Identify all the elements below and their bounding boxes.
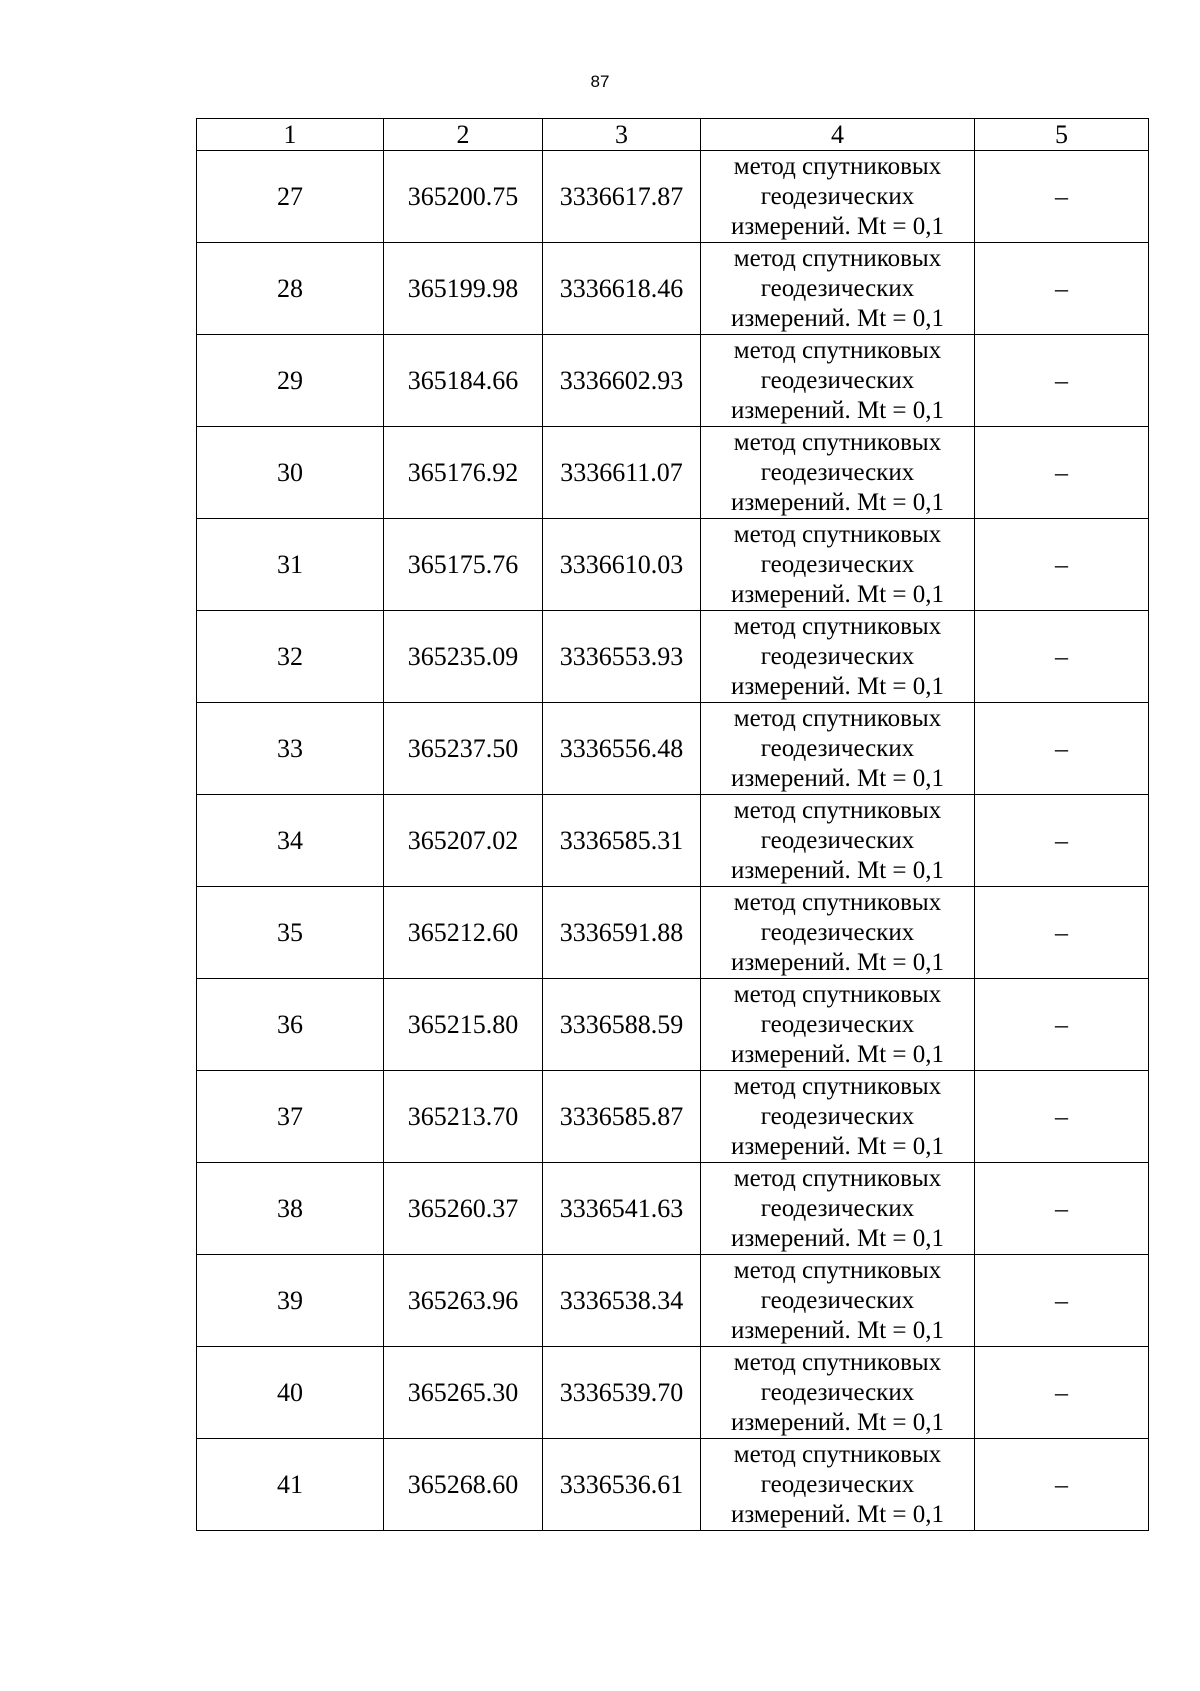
- method-cell: [701, 243, 975, 335]
- coordinate-y-cell: 3336585.31: [543, 795, 701, 887]
- column-header-3: 3: [543, 119, 701, 151]
- method-cell: [701, 335, 975, 427]
- column-header-1: 1: [197, 119, 384, 151]
- method-cell: [701, 795, 975, 887]
- note-cell: –: [975, 611, 1149, 703]
- method-line: метод спутниковых: [733, 336, 942, 364]
- coordinate-x-cell: 365213.70: [384, 1071, 543, 1163]
- coordinate-x-cell: 365212.60: [384, 887, 543, 979]
- method-line: метод спутниковых: [733, 888, 942, 916]
- method-line: геодезических: [760, 274, 915, 302]
- point-number-cell: 29: [197, 335, 384, 427]
- table-row: [197, 795, 1149, 887]
- table-row: [197, 1163, 1149, 1255]
- note-cell: –: [975, 151, 1149, 243]
- point-number-cell: 31: [197, 519, 384, 611]
- method-line: геодезических: [760, 550, 915, 578]
- method-cell: [701, 1439, 975, 1531]
- table-row: [197, 1255, 1149, 1347]
- method-line: измерений. Mt = 0,1: [730, 1040, 945, 1068]
- method-line: метод спутниковых: [733, 980, 942, 1008]
- point-number-cell: 37: [197, 1071, 384, 1163]
- method-line: метод спутниковых: [733, 244, 942, 272]
- method-line: измерений. Mt = 0,1: [730, 764, 945, 792]
- method-line: геодезических: [760, 458, 915, 486]
- note-cell: –: [975, 1439, 1149, 1531]
- table-row: [197, 611, 1149, 703]
- method-line: геодезических: [760, 182, 915, 210]
- point-number-cell: 35: [197, 887, 384, 979]
- method-cell: [701, 427, 975, 519]
- method-line: измерений. Mt = 0,1: [730, 580, 945, 608]
- method-cell: [701, 887, 975, 979]
- table-row: [197, 1439, 1149, 1531]
- method-line: измерений. Mt = 0,1: [730, 1224, 945, 1252]
- coordinate-x-cell: 365237.50: [384, 703, 543, 795]
- method-cell: [701, 611, 975, 703]
- method-line: метод спутниковых: [733, 704, 942, 732]
- table-row: [197, 703, 1149, 795]
- table-row: [197, 243, 1149, 335]
- method-line: метод спутниковых: [733, 1072, 942, 1100]
- method-cell: [701, 519, 975, 611]
- coordinate-y-cell: 3336536.61: [543, 1439, 701, 1531]
- method-line: измерений. Mt = 0,1: [730, 1132, 945, 1160]
- point-number-cell: 27: [197, 151, 384, 243]
- method-line: метод спутниковых: [733, 1256, 942, 1284]
- method-cell: [701, 1347, 975, 1439]
- note-cell: –: [975, 887, 1149, 979]
- page-number: 87: [590, 72, 610, 91]
- column-header-4: 4: [701, 119, 975, 151]
- coordinate-y-cell: 3336539.70: [543, 1347, 701, 1439]
- point-number-cell: 41: [197, 1439, 384, 1531]
- method-line: измерений. Mt = 0,1: [730, 1500, 945, 1528]
- table-header: [197, 119, 1149, 151]
- point-number-cell: 40: [197, 1347, 384, 1439]
- coordinate-x-cell: 365265.30: [384, 1347, 543, 1439]
- note-cell: –: [975, 1347, 1149, 1439]
- coordinate-x-cell: 365207.02: [384, 795, 543, 887]
- method-line: геодезических: [760, 1102, 915, 1130]
- coordinates-table: [196, 118, 1149, 1531]
- note-cell: –: [975, 243, 1149, 335]
- table-row: [197, 887, 1149, 979]
- method-line: метод спутниковых: [733, 1440, 942, 1468]
- column-header-2: 2: [384, 119, 543, 151]
- point-number-cell: 30: [197, 427, 384, 519]
- method-line: геодезических: [760, 1470, 915, 1498]
- point-number-cell: 38: [197, 1163, 384, 1255]
- coordinate-y-cell: 3336553.93: [543, 611, 701, 703]
- coordinate-y-cell: 3336588.59: [543, 979, 701, 1071]
- column-header-5: 5: [975, 119, 1149, 151]
- coordinate-y-cell: 3336541.63: [543, 1163, 701, 1255]
- table-row: [197, 1071, 1149, 1163]
- method-line: метод спутниковых: [733, 612, 942, 640]
- note-cell: –: [975, 1255, 1149, 1347]
- method-cell: [701, 979, 975, 1071]
- method-line: измерений. Mt = 0,1: [730, 304, 945, 332]
- note-cell: –: [975, 427, 1149, 519]
- method-line: измерений. Mt = 0,1: [730, 1316, 945, 1344]
- method-line: измерений. Mt = 0,1: [730, 396, 945, 424]
- coordinate-y-cell: 3336585.87: [543, 1071, 701, 1163]
- coordinate-y-cell: 3336556.48: [543, 703, 701, 795]
- method-cell: [701, 1071, 975, 1163]
- coordinate-x-cell: 365200.75: [384, 151, 543, 243]
- table-row: [197, 427, 1149, 519]
- coordinate-x-cell: 365184.66: [384, 335, 543, 427]
- point-number-cell: 28: [197, 243, 384, 335]
- header-row: [197, 119, 1149, 151]
- point-number-cell: 33: [197, 703, 384, 795]
- coordinate-y-cell: 3336611.07: [543, 427, 701, 519]
- table-row: [197, 979, 1149, 1071]
- method-cell: [701, 1163, 975, 1255]
- method-cell: [701, 151, 975, 243]
- method-line: измерений. Mt = 0,1: [730, 212, 945, 240]
- coordinate-y-cell: 3336617.87: [543, 151, 701, 243]
- note-cell: –: [975, 335, 1149, 427]
- point-number-cell: 34: [197, 795, 384, 887]
- coordinate-y-cell: 3336610.03: [543, 519, 701, 611]
- method-line: геодезических: [760, 1286, 915, 1314]
- method-line: метод спутниковых: [733, 1348, 942, 1376]
- method-line: геодезических: [760, 826, 915, 854]
- coordinate-x-cell: 365199.98: [384, 243, 543, 335]
- coordinate-x-cell: 365263.96: [384, 1255, 543, 1347]
- table-row: [197, 1347, 1149, 1439]
- coordinate-y-cell: 3336602.93: [543, 335, 701, 427]
- coordinate-y-cell: 3336591.88: [543, 887, 701, 979]
- note-cell: –: [975, 1163, 1149, 1255]
- method-cell: [701, 703, 975, 795]
- coordinate-x-cell: 365176.92: [384, 427, 543, 519]
- method-line: геодезических: [760, 918, 915, 946]
- method-line: геодезических: [760, 366, 915, 394]
- method-line: измерений. Mt = 0,1: [730, 488, 945, 516]
- method-line: метод спутниковых: [733, 428, 942, 456]
- coordinate-y-cell: 3336538.34: [543, 1255, 701, 1347]
- point-number-cell: 36: [197, 979, 384, 1071]
- coordinate-y-cell: 3336618.46: [543, 243, 701, 335]
- method-line: геодезических: [760, 734, 915, 762]
- method-line: измерений. Mt = 0,1: [730, 856, 945, 884]
- method-line: метод спутниковых: [733, 520, 942, 548]
- table-row: [197, 519, 1149, 611]
- method-line: измерений. Mt = 0,1: [730, 1408, 945, 1436]
- note-cell: –: [975, 795, 1149, 887]
- point-number-cell: 39: [197, 1255, 384, 1347]
- method-line: метод спутниковых: [733, 1164, 942, 1192]
- table-body: [197, 151, 1149, 1531]
- note-cell: –: [975, 519, 1149, 611]
- coordinate-x-cell: 365215.80: [384, 979, 543, 1071]
- note-cell: –: [975, 703, 1149, 795]
- coordinate-x-cell: 365175.76: [384, 519, 543, 611]
- note-cell: –: [975, 979, 1149, 1071]
- method-line: геодезических: [760, 1378, 915, 1406]
- note-cell: –: [975, 1071, 1149, 1163]
- method-line: метод спутниковых: [733, 796, 942, 824]
- method-line: геодезических: [760, 1194, 915, 1222]
- coordinate-x-cell: 365268.60: [384, 1439, 543, 1531]
- method-line: геодезических: [760, 1010, 915, 1038]
- coordinate-x-cell: 365235.09: [384, 611, 543, 703]
- method-line: измерений. Mt = 0,1: [730, 672, 945, 700]
- table-row: [197, 151, 1149, 243]
- method-line: измерений. Mt = 0,1: [730, 948, 945, 976]
- point-number-cell: 32: [197, 611, 384, 703]
- method-line: геодезических: [760, 642, 915, 670]
- method-line: метод спутниковых: [733, 152, 942, 180]
- table-row: [197, 335, 1149, 427]
- method-cell: [701, 1255, 975, 1347]
- coordinate-x-cell: 365260.37: [384, 1163, 543, 1255]
